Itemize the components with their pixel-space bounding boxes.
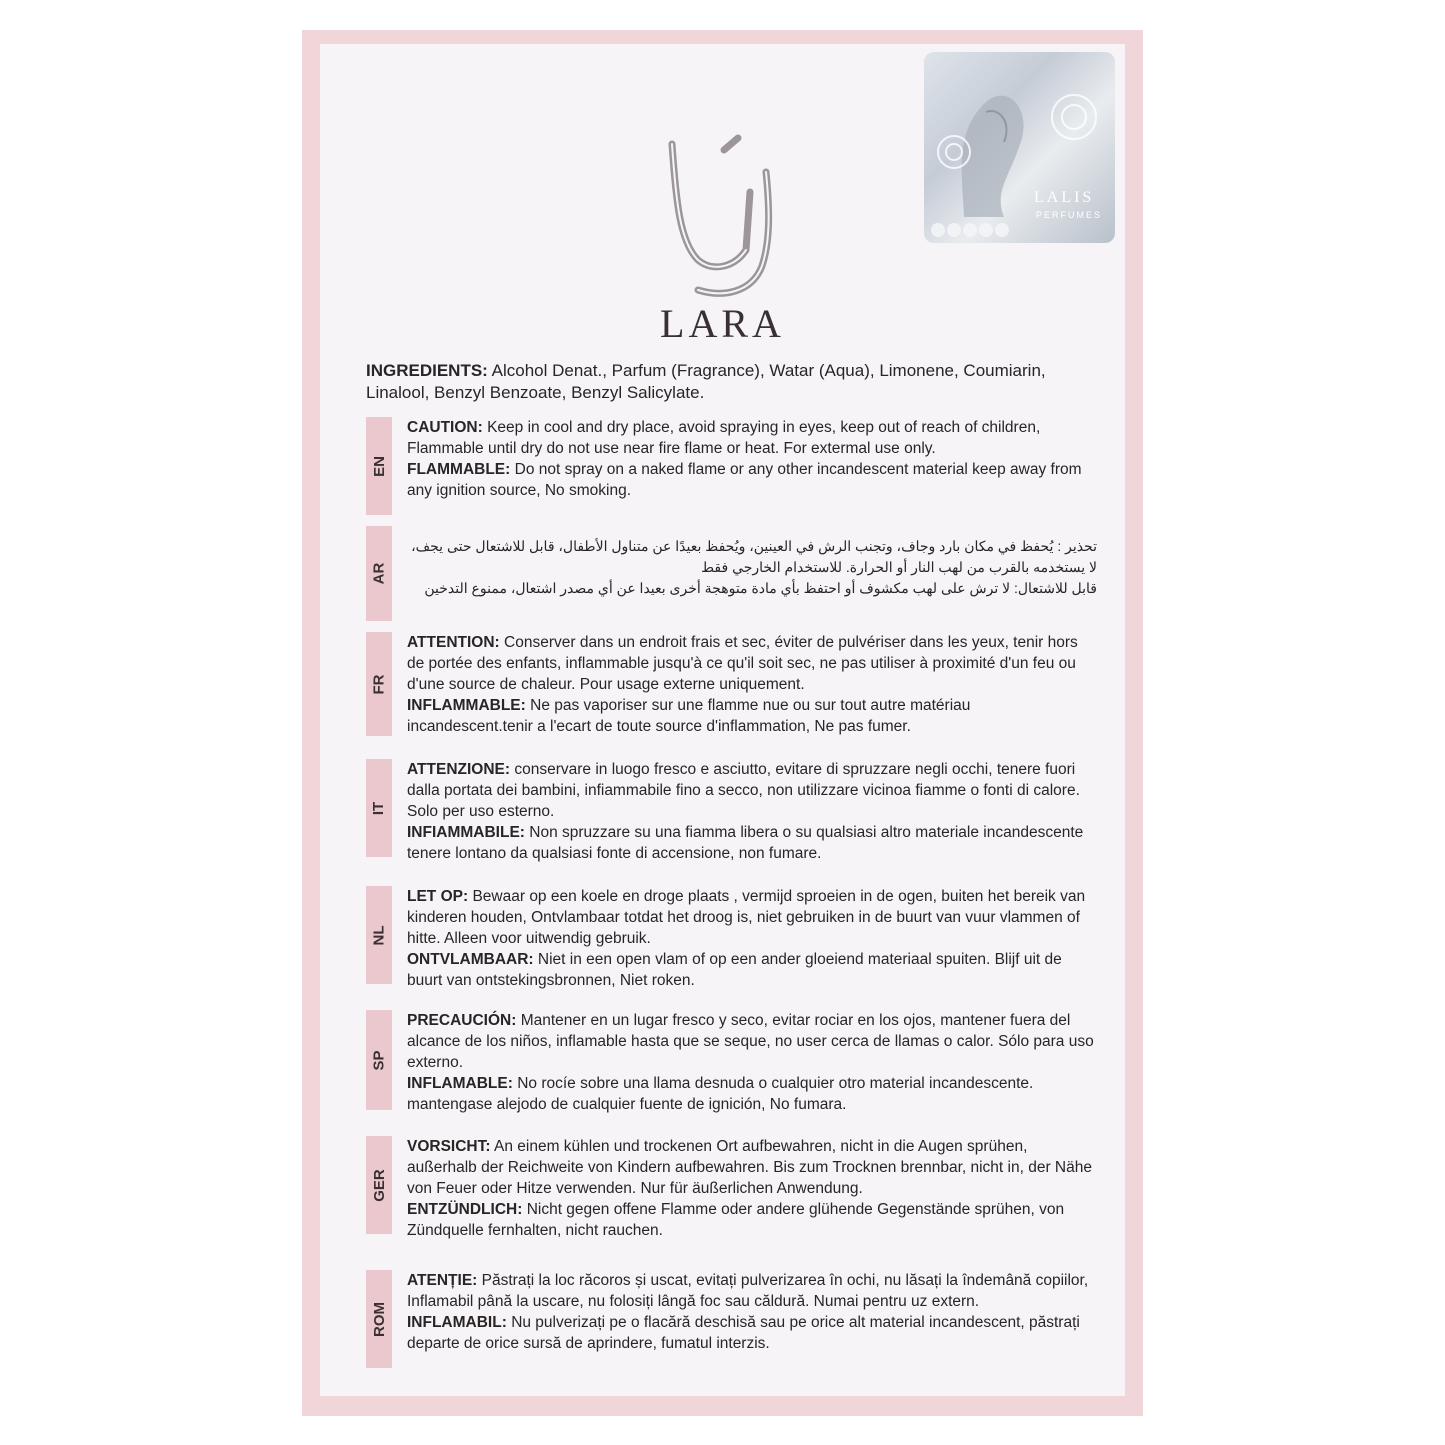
ingredients-text: Alcohol Denat., Parfum (Fragrance), Watar (Aqua), Limonene, Coumiarin, Linalool, Benzyl Benzoate, Benzyl Salicylate.	[366, 361, 1046, 402]
lang-tag-sp: SP	[366, 1010, 392, 1110]
hologram-seal-icon	[924, 52, 1115, 243]
lang-tag-ger: GER	[366, 1136, 392, 1234]
section-it-text: ATTENZIONE: conservare in luogo fresco e asciutto, evitare di spruzzare negli occhi, tenere fuori dalla portata dei bambini, infiammabile fino a secco, non utilizzare vicinoa fiamme o fonti di calore. Solo per uso esterno. INFIAMMABILE: Non spruzzare su una fiamma libera o su qualsiasi altro materiale incandescente tenere lontano da qualsiasi fonte di accensione, non fumare.	[407, 761, 1084, 862]
ingredients	[366, 360, 1086, 404]
ingredients-label: INGREDIENTS:	[366, 361, 488, 380]
section-ger-text: VORSICHT: An einem kühlen und trockenen Ort aufbewahren, nicht in die Augen sprühen, außerhalb der Reichweite von Kindern aufbewahren. Bis zum Trocknen brennbar, nicht in, der Nähe von Feuer oder Hitze verwenden. Nur für äußerlichen Anwendung. ENTZÜNDLICH: Nicht gegen offene Flamme oder andere glühende Gegenstände sprühen, von Zündquelle fernhalten, nicht rauchen.	[407, 1138, 1092, 1239]
packaging-box	[302, 30, 1143, 1416]
section-en-text: CAUTION: Keep in cool and dry place, avoid spraying in eyes, keep out of reach of children, Flammable until dry do not use near fire flame or heat. For extermal use only. FLAMMABLE: Do not spray on a naked flame or any other incandescent material keep away from any ignition source, No smoking.	[407, 419, 1082, 499]
label-panel	[320, 44, 1125, 1396]
brand-name: LARA	[660, 301, 785, 346]
section-nl-text: LET OP: Bewaar op een koele en droge plaats , vermijd sproeien in de ogen, buiten het bereik van kinderen houden, Ontvlambaar totdat het droog is, niet gebruiken in de buurt van vuur vlammen of hitte. Alleen voor uitwendig gebruik. ONTVLAMBAAR: Niet in een open vlam of op een ander gloeiend materiaal spuiten. Blijf uit de buurt van ontstekingsbronnen, Niet roken.	[407, 888, 1086, 989]
section-ar-text: تحذير : يُحفظ في مكان بارد وجاف، وتجنب الرش في العينين، ويُحفظ بعيدًا عن متناول الأطفال، قابل للاشتعال حتى يجف، لا يستخدمه بالقرب من لهب النار أو الحرارة. للاستخدام الخارجي فقط قابل للاشتعال: لا ترش على لهب مكشوف أو احتفظ بأي مادة متوهجة أخرى بعيدا عن أي مصدر اشتعال، ممنوع التدخين	[411, 538, 1097, 596]
section-fr-text: ATTENTION: Conserver dans un endroit frais et sec, éviter de pulvériser dans les yeux, tenir hors de portée des enfants, inflammable jusqu'à ce qu'il soit sec, ne pas utiliser à proximité d'un feu ou d'une source de chaleur. Pour usage externe uniquement. INFLAMMABLE: Ne pas vaporiser sur une flamme nue ou sur tout autre matériau incandescent.tenir a l'ecart de toute source d'inflammation, Ne pas fumer.	[407, 634, 1078, 735]
brand-arabic-logo-icon	[654, 132, 804, 302]
lang-tag-fr: FR	[366, 632, 392, 736]
lang-tag-it: IT	[366, 759, 392, 857]
svg-text:PERFUMES: PERFUMES	[1036, 210, 1103, 220]
lang-tag-rom: ROM	[366, 1270, 392, 1368]
lang-tag-nl: NL	[366, 886, 392, 984]
svg-text:LALIS: LALIS	[1034, 189, 1095, 206]
lang-tag-en: EN	[366, 417, 392, 515]
section-sp-text: PRECAUCIÓN: Mantener en un lugar fresco y seco, evitar rociar en los ojos, mantener fuera del alcance de los niños, inflamable hasta que se seque, no user cerca de llamas o calor. Sólo para uso externo. INFLAMABLE: No rocíe sobre una llama desnuda o cualquier otro material incandescente. mantengase alejodo de cualquier fuente de ignición, No fumara.	[407, 1012, 1094, 1113]
lang-tag-ar: AR	[366, 526, 392, 621]
section-rom-text: ATENȚIE: Păstrați la loc răcoros și uscat, evitați pulverizarea în ochi, nu lăsați la îndemână copiilor, Inflamabil până la uscare, nu folosiți lângă foc sau căldură. Numai pentru uz extern. INFLAMABIL: Nu pulverizați pe o flacără deschisă sau pe orice alt material incandescent, păstrați departe de orice sursă de aprindere, fumatul interzis.	[407, 1272, 1089, 1352]
